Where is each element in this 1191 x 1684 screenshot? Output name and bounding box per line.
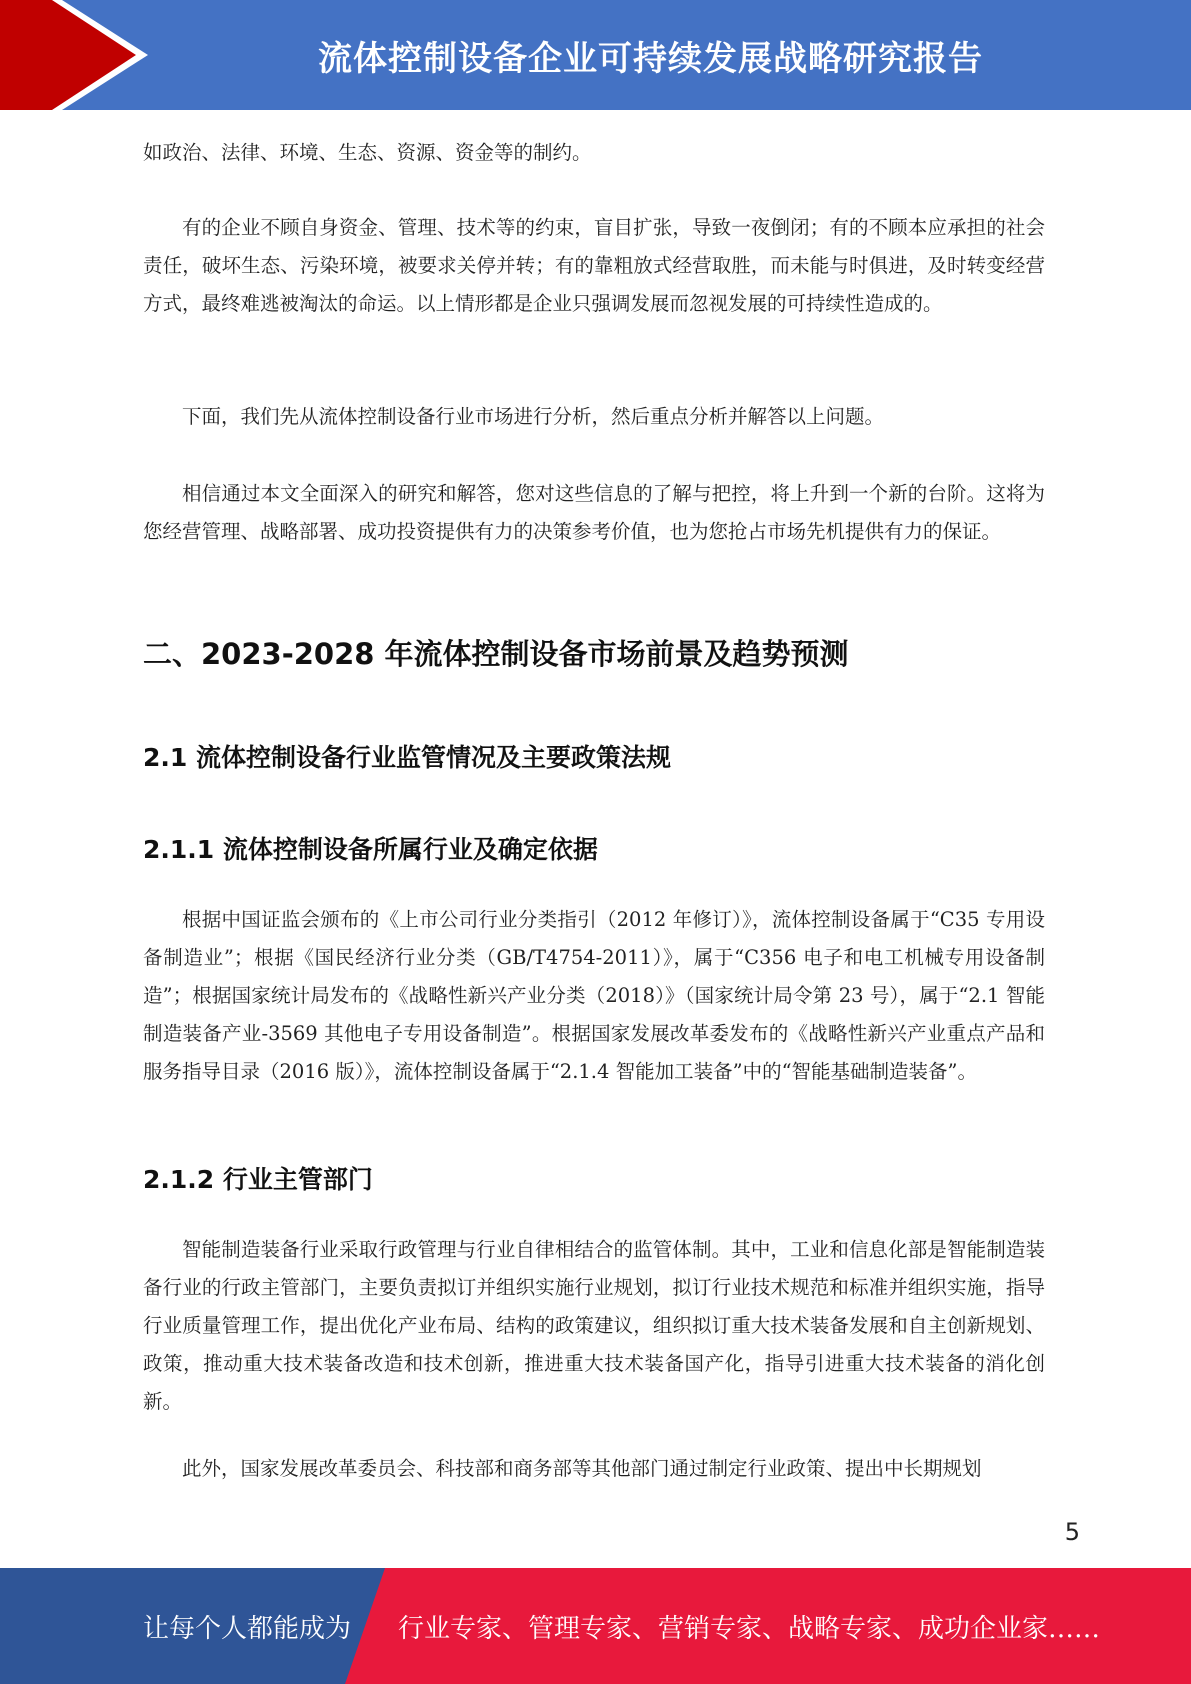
footer-slogan-left: 让每个人都能成为 <box>143 1613 352 1644</box>
section-heading: 二、2023-2028 年流体控制设备市场前景及趋势预测 <box>143 637 849 671</box>
paragraph: 有的企业不顾自身资金、管理、技术等的约束，盲目扩张，导致一夜倒闭；有的不顾本应承担的社会责任，破坏生态、污染环境，被要求关停并转；有的靠粗放式经营取胜，而未能与时俱进，及时转变经营方式，最终难逃被淘汰的命运。以上情形都是企业只强调发展而忽视发展的可持续性造成的。 <box>143 216 1045 315</box>
page-header <box>0 0 1191 110</box>
header-chevron-icon <box>0 0 160 110</box>
paragraph: 下面，我们先从流体控制设备行业市场进行分析，然后重点分析并解答以上问题。 <box>182 405 885 428</box>
subsection-heading: 2.1 流体控制设备行业监管情况及主要政策法规 <box>143 743 671 772</box>
paragraph: 如政治、法律、环境、生态、资源、资金等的制约。 <box>143 141 592 164</box>
paragraph: 相信通过本文全面深入的研究和解答，您对这些信息的了解与把控，将上升到一个新的台阶。这将为您经营管理、战略部署、成功投资提供有力的决策参考价值，也为您抢占市场先机提供有力的保证。 <box>143 482 1045 543</box>
subsection-heading: 2.1.2 行业主管部门 <box>143 1165 373 1194</box>
page-number: 5 <box>1064 1518 1080 1546</box>
paragraph: 此外，国家发展改革委员会、科技部和商务部等其他部门通过制定行业政策、提出中长期规划 <box>182 1457 982 1480</box>
subsection-heading: 2.1.1 流体控制设备所属行业及确定依据 <box>143 835 598 864</box>
report-title: 流体控制设备企业可持续发展战略研究报告 <box>318 38 983 79</box>
paragraph: 智能制造装备行业采取行政管理与行业自律相结合的监管体制。其中，工业和信息化部是智能制造装备行业的行政主管部门，主要负责拟订并组织实施行业规划，拟订行业技术规范和标准并组织实施，指导行业质量管理工作，提出优化产业布局、结构的政策建议，组织拟订重大技术装备发展和自主创新规划、政策，推动重大技术装备改造和技术创新，推进重大技术装备国产化，指导引进重大技术装备的消化创新。 <box>143 1238 1045 1413</box>
page-footer <box>0 1568 1191 1684</box>
footer-slogan-right: 行业专家、管理专家、营销专家、战略专家、成功企业家…… <box>398 1613 1101 1644</box>
paragraph: 根据中国证监会颁布的《上市公司行业分类指引（2012 年修订）》，流体控制设备属于“C35 专用设备制造业”；根据《国民经济行业分类（GB/T4754-2011）》，属于“C356 电子和电工机械专用设备制造”；根据国家统计局发布的《战略性新兴产业分类（2018）》（国家统计局令第 23 号），属于“2.1 智能制造装备产业-3569 其他电子专用设备制造”。根据国家发展改革委发布的《战略性新兴产业重点产品和服务指导目录（2016 版）》，流体控制设备属于“2.1.4 智能加工装备”中的“智能基础制造装备”。 <box>143 908 1045 1083</box>
